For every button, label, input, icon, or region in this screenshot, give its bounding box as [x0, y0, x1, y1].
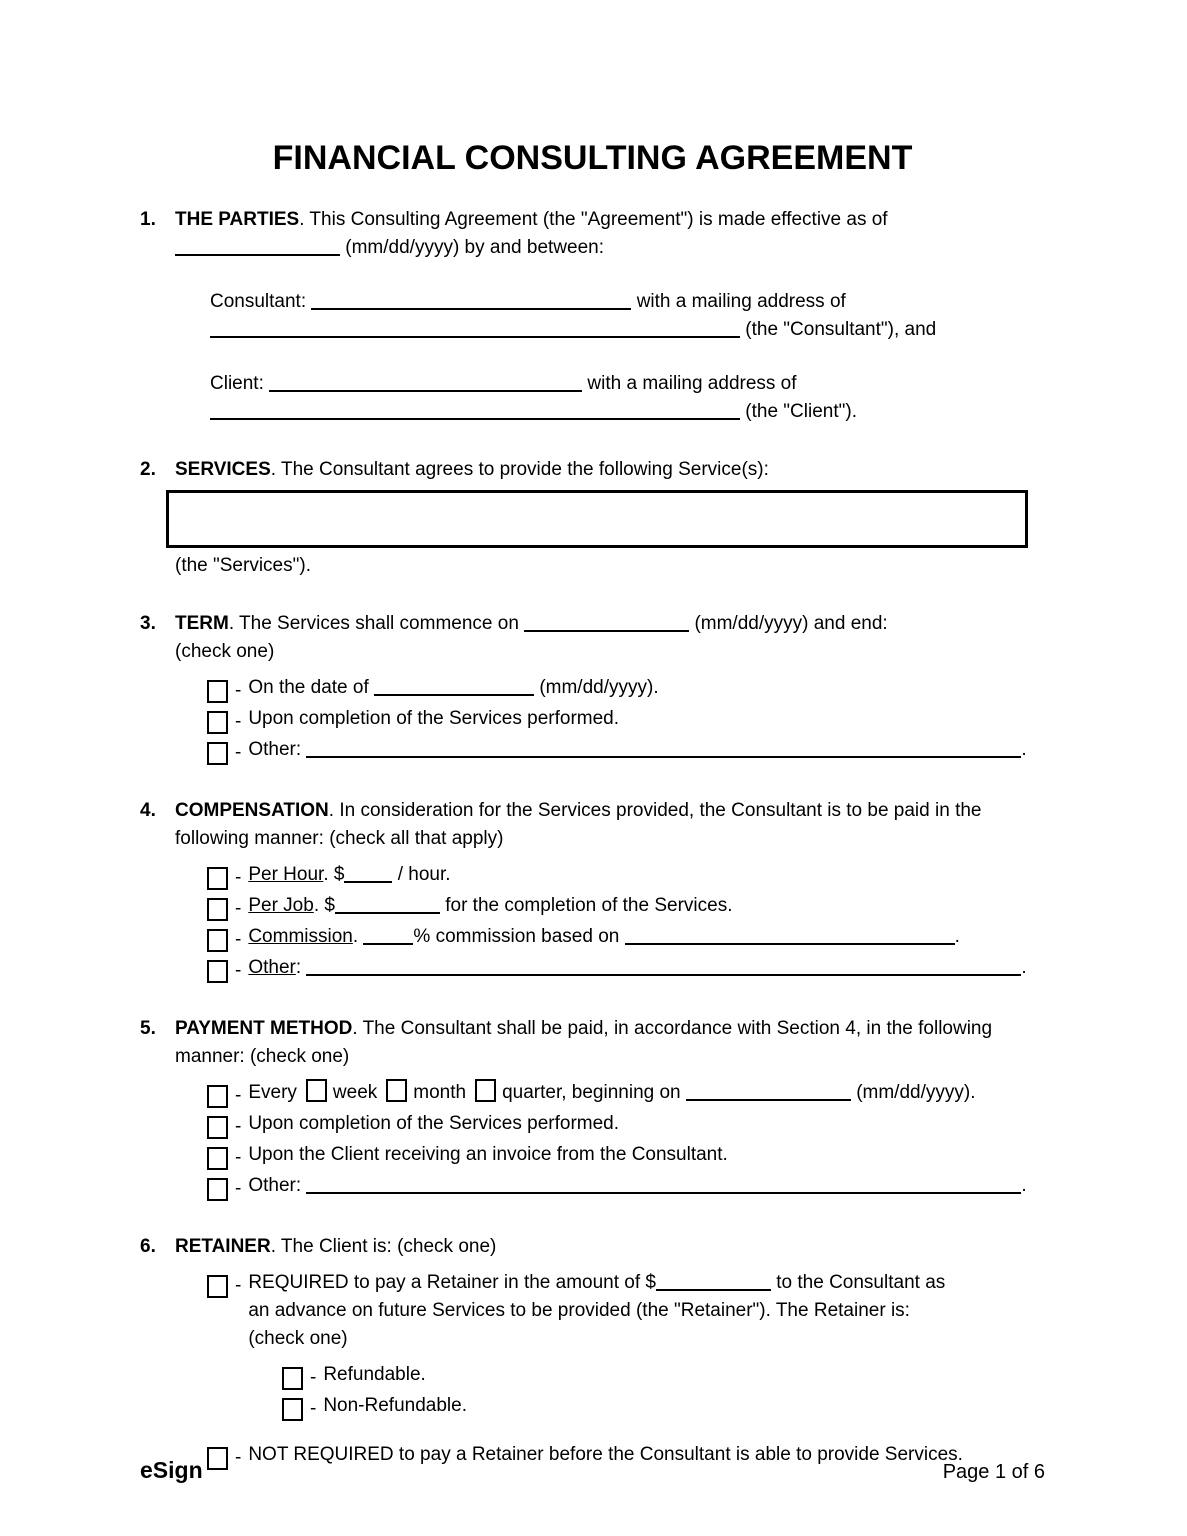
non-refundable-checkbox[interactable] [282, 1398, 303, 1421]
section-parties [140, 206, 1045, 426]
retainer-not-required-option: - NOT REQUIRED to pay a Retainer before the Consultant is able to provide Services. [207, 1441, 1045, 1472]
month-checkbox[interactable] [386, 1079, 407, 1102]
consultant-address-blank[interactable] [210, 319, 740, 338]
term-option-end-date: - On the date of (mm/dd/yyyy). [207, 674, 1045, 705]
dash: - [235, 1447, 242, 1468]
retainer-required-option: - REQUIRED to pay a Retainer in the amount of $ to the Consultant as an advance on future Services to be provided (the "Retainer"). The Retainer is: (check one) [207, 1269, 1045, 1353]
dash: - [235, 711, 242, 732]
per-hour-checkbox[interactable] [207, 867, 228, 890]
commission-basis-blank[interactable] [625, 926, 955, 945]
dash: - [235, 898, 242, 919]
section-number: 5. [140, 1018, 156, 1039]
payment-option-invoice: - Upon the Client receiving an invoice from the Consultant. [207, 1141, 1045, 1172]
section-compensation [140, 797, 1045, 985]
dash: - [310, 1398, 317, 1419]
parties-intro: THE PARTIES. This Consulting Agreement (the "Agreement") is made effective as of (mm/dd/yyyy) by and between: [175, 209, 888, 258]
section-heading: PAYMENT METHOD [175, 1018, 353, 1039]
payment-other-checkbox[interactable] [207, 1178, 228, 1201]
payment-option-other: - Other: . [207, 1172, 1045, 1203]
retainer-required-checkbox[interactable] [207, 1275, 228, 1298]
payment-start-date-blank[interactable] [686, 1082, 851, 1101]
section-heading: TERM [175, 613, 229, 634]
dash: - [235, 929, 242, 950]
payment-intro: PAYMENT METHOD. The Consultant shall be paid, in accordance with Section 4, in the following manner: (check one) [175, 1018, 993, 1067]
client-label: Client: [210, 373, 264, 394]
client-address-blank[interactable] [210, 401, 740, 420]
payment-other-blank[interactable] [306, 1175, 1021, 1194]
retainer-check-hint: (check one) [248, 1328, 348, 1349]
commission-checkbox[interactable] [207, 929, 228, 952]
compensation-option-per-hour: - Per Hour. $ / hour. [207, 861, 1045, 892]
consultant-label: Consultant: [210, 291, 307, 312]
section-retainer [140, 1233, 1045, 1472]
retainer-nonrefundable-option: - Non-Refundable. [282, 1392, 1045, 1423]
refundable-checkbox[interactable] [282, 1367, 303, 1390]
payment-interval-checkbox[interactable] [207, 1085, 228, 1108]
compensation-other-checkbox[interactable] [207, 960, 228, 983]
retainer-amount-blank[interactable] [656, 1272, 771, 1291]
footer-page-number: Page 1 of 6 [942, 1461, 1045, 1483]
payment-option-interval: - Every week month quarter, beginning on (mm/dd/yyyy). [207, 1079, 1045, 1110]
term-end-date-checkbox[interactable] [207, 680, 228, 703]
services-suffix: (the "Services"). [175, 555, 311, 576]
section-number: 2. [140, 459, 156, 480]
dash: - [235, 742, 242, 763]
section-number: 1. [140, 209, 156, 230]
term-completion-checkbox[interactable] [207, 711, 228, 734]
payment-option-completion: - Upon completion of the Services performed. [207, 1110, 1045, 1141]
per-hour-rate-blank[interactable] [344, 864, 392, 883]
term-other-blank[interactable] [306, 739, 1021, 758]
section-heading: COMPENSATION [175, 800, 329, 821]
section-number: 4. [140, 800, 156, 821]
term-other-checkbox[interactable] [207, 742, 228, 765]
compensation-other-blank[interactable] [306, 957, 1021, 976]
consultant-paragraph: Consultant: with a mailing address of (the "Consultant"), and [210, 291, 937, 340]
dash: - [235, 680, 242, 701]
retainer-refundable-option: - Refundable. [282, 1361, 1045, 1392]
compensation-option-other: - Other: . [207, 954, 1045, 985]
term-intro: TERM. The Services shall commence on (mm/dd/yyyy) and end: [175, 613, 888, 634]
term-option-other: - Other: . [207, 736, 1045, 767]
compensation-option-commission: - Commission. % commission based on . [207, 923, 1045, 954]
section-payment-method [140, 1015, 1045, 1203]
commission-percent-blank[interactable] [363, 926, 413, 945]
dash: - [235, 1275, 242, 1296]
section-term [140, 610, 1045, 767]
per-job-checkbox[interactable] [207, 898, 228, 921]
payment-completion-checkbox[interactable] [207, 1116, 228, 1139]
dash: - [235, 1178, 242, 1199]
consultant-name-blank[interactable] [311, 291, 631, 310]
retainer-intro: RETAINER. The Client is: (check one) [175, 1236, 497, 1257]
section-services [140, 456, 1045, 580]
services-text-box[interactable] [166, 490, 1028, 548]
dash: - [235, 867, 242, 888]
dash: - [235, 1085, 242, 1106]
footer-brand: eSign [140, 1457, 203, 1483]
dash: - [235, 1147, 242, 1168]
dash: - [310, 1367, 317, 1388]
term-option-completion: - Upon completion of the Services performed. [207, 705, 1045, 736]
section-heading: THE PARTIES [175, 209, 300, 230]
payment-invoice-checkbox[interactable] [207, 1147, 228, 1170]
term-start-date-blank[interactable] [524, 613, 689, 632]
document-title: FINANCIAL CONSULTING AGREEMENT [272, 139, 913, 177]
term-end-date-blank[interactable] [374, 677, 534, 696]
term-check-hint: (check one) [175, 641, 275, 662]
section-heading: RETAINER [175, 1236, 271, 1257]
section-number: 3. [140, 613, 156, 634]
services-intro: SERVICES. The Consultant agrees to provide the following Service(s): [175, 459, 769, 480]
dash: - [235, 960, 242, 981]
client-name-blank[interactable] [269, 373, 582, 392]
section-heading: SERVICES [175, 459, 271, 480]
quarter-checkbox[interactable] [475, 1079, 496, 1102]
compensation-option-per-job: - Per Job. $ for the completion of the Services. [207, 892, 1045, 923]
compensation-intro: COMPENSATION. In consideration for the Services provided, the Consultant is to be paid in the following manner: (check all that apply) [175, 800, 982, 849]
per-job-amount-blank[interactable] [335, 895, 440, 914]
client-paragraph: Client: with a mailing address of (the "Client"). [210, 373, 857, 422]
week-checkbox[interactable] [306, 1079, 327, 1102]
page-footer [140, 1456, 1045, 1486]
section-number: 6. [140, 1236, 156, 1257]
dash: - [235, 1116, 242, 1137]
effective-date-blank[interactable] [175, 237, 340, 256]
